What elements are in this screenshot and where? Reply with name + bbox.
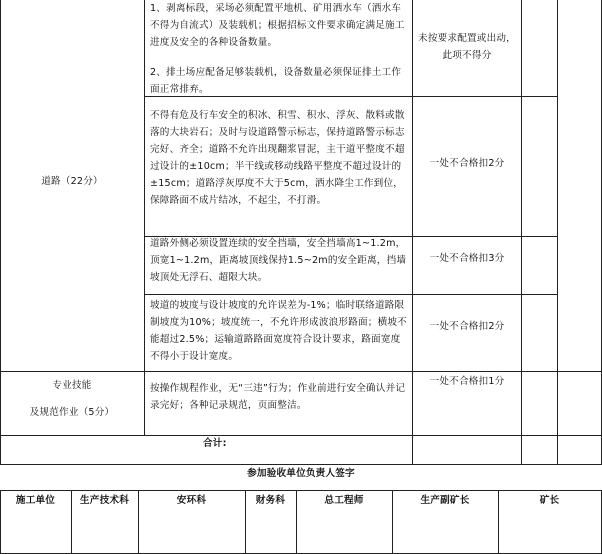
signature-col-chief-engineer: 总工程师 [324,495,364,506]
category-road: 道路（22分） [41,176,103,187]
requirement-paragraph: 1、剥离标段，采场必须配置平地机、矿用洒水车（洒水车不得为自流式）及装载机；根据招标文件要求确定满足施工进度及安全的各种设备数量。 [150,3,405,48]
col-divider [0,0,1,464]
requirement-paragraph: 2、排土场应配备足够装载机，设备数量必须保证排土工作面正常排弃。 [150,67,402,95]
signature-col-construction-unit: 施工单位 [15,495,56,506]
paragraph-spacer [150,51,408,64]
signature-col-finance: 财务科 [255,495,286,506]
signature-title: 参加验收单位负责人签字 [247,468,355,479]
signature-col-deputy-mine-manager: 生产副矿长 [420,495,470,506]
row-divider [0,490,602,491]
requirement-text: 不得有危及行车安全的积冰、积雪、积水、浮灰、散料或散落的大块岩石；及时与设道路警示标志，保持道路警示标志完好、齐全；道路不允许出现翻浆冒泥，主干道平整度不超过设计的±10cm；半干线或移动线路平整度不超过设计的±15cm；道路浮灰厚度不大于5cm，洒水降尘工作到位，保障路面不成片结冰，不起尘，不打滑。 [150,110,405,206]
row-divider [144,294,558,295]
col-divider [557,0,558,464]
signature-col-production-tech: 生产技术科 [80,495,129,506]
category-skills-line2: 及规范作业（5分） [29,407,115,418]
deduction-text: 一处不合格扣2分 [429,158,505,169]
total-label: 合计: [203,438,227,449]
deduction-text: 一处不合格扣2分 [429,321,505,332]
deduction-text: 一处不合格扣3分 [429,253,505,264]
col-divider [144,0,145,435]
requirement-text: 按操作规程作业，无“三违”行为；作业前进行安全确认并记录完好；各种记录规范，页面整洁。 [150,383,406,411]
col-divider [412,0,413,464]
col-divider [521,0,522,464]
deduction-text: 一处不合格扣1分 [429,376,505,387]
category-skills-line1: 专业技能 [52,380,92,391]
deduction-text: 未按要求配置或出动，此项不得分 [418,33,516,61]
signature-col-mine-manager: 矿长 [539,495,560,506]
row-divider [0,435,602,436]
row-divider [0,371,602,372]
requirement-text: 坡道的坡度与设计坡度的允许误差为-1%；临时联络道路限制坡度为10%；坡度统一，不允许形成波浪形路面；横坡不能超过2.5%；运输道路路面宽度符合设计要求，路面宽度不得小于设计宽度。 [150,300,407,362]
requirement-text [150,0,408,98]
signature-col-safety-env: 安环科 [176,495,207,506]
requirement-text: 道路外侧必须设置连续的安全挡墙，安全挡墙高1~1.2m，顶宽1~1.2m，距离坡顶线保持1.5~2m的安全距离，挡墙坡顶处无浮石、超限大块。 [150,238,407,283]
